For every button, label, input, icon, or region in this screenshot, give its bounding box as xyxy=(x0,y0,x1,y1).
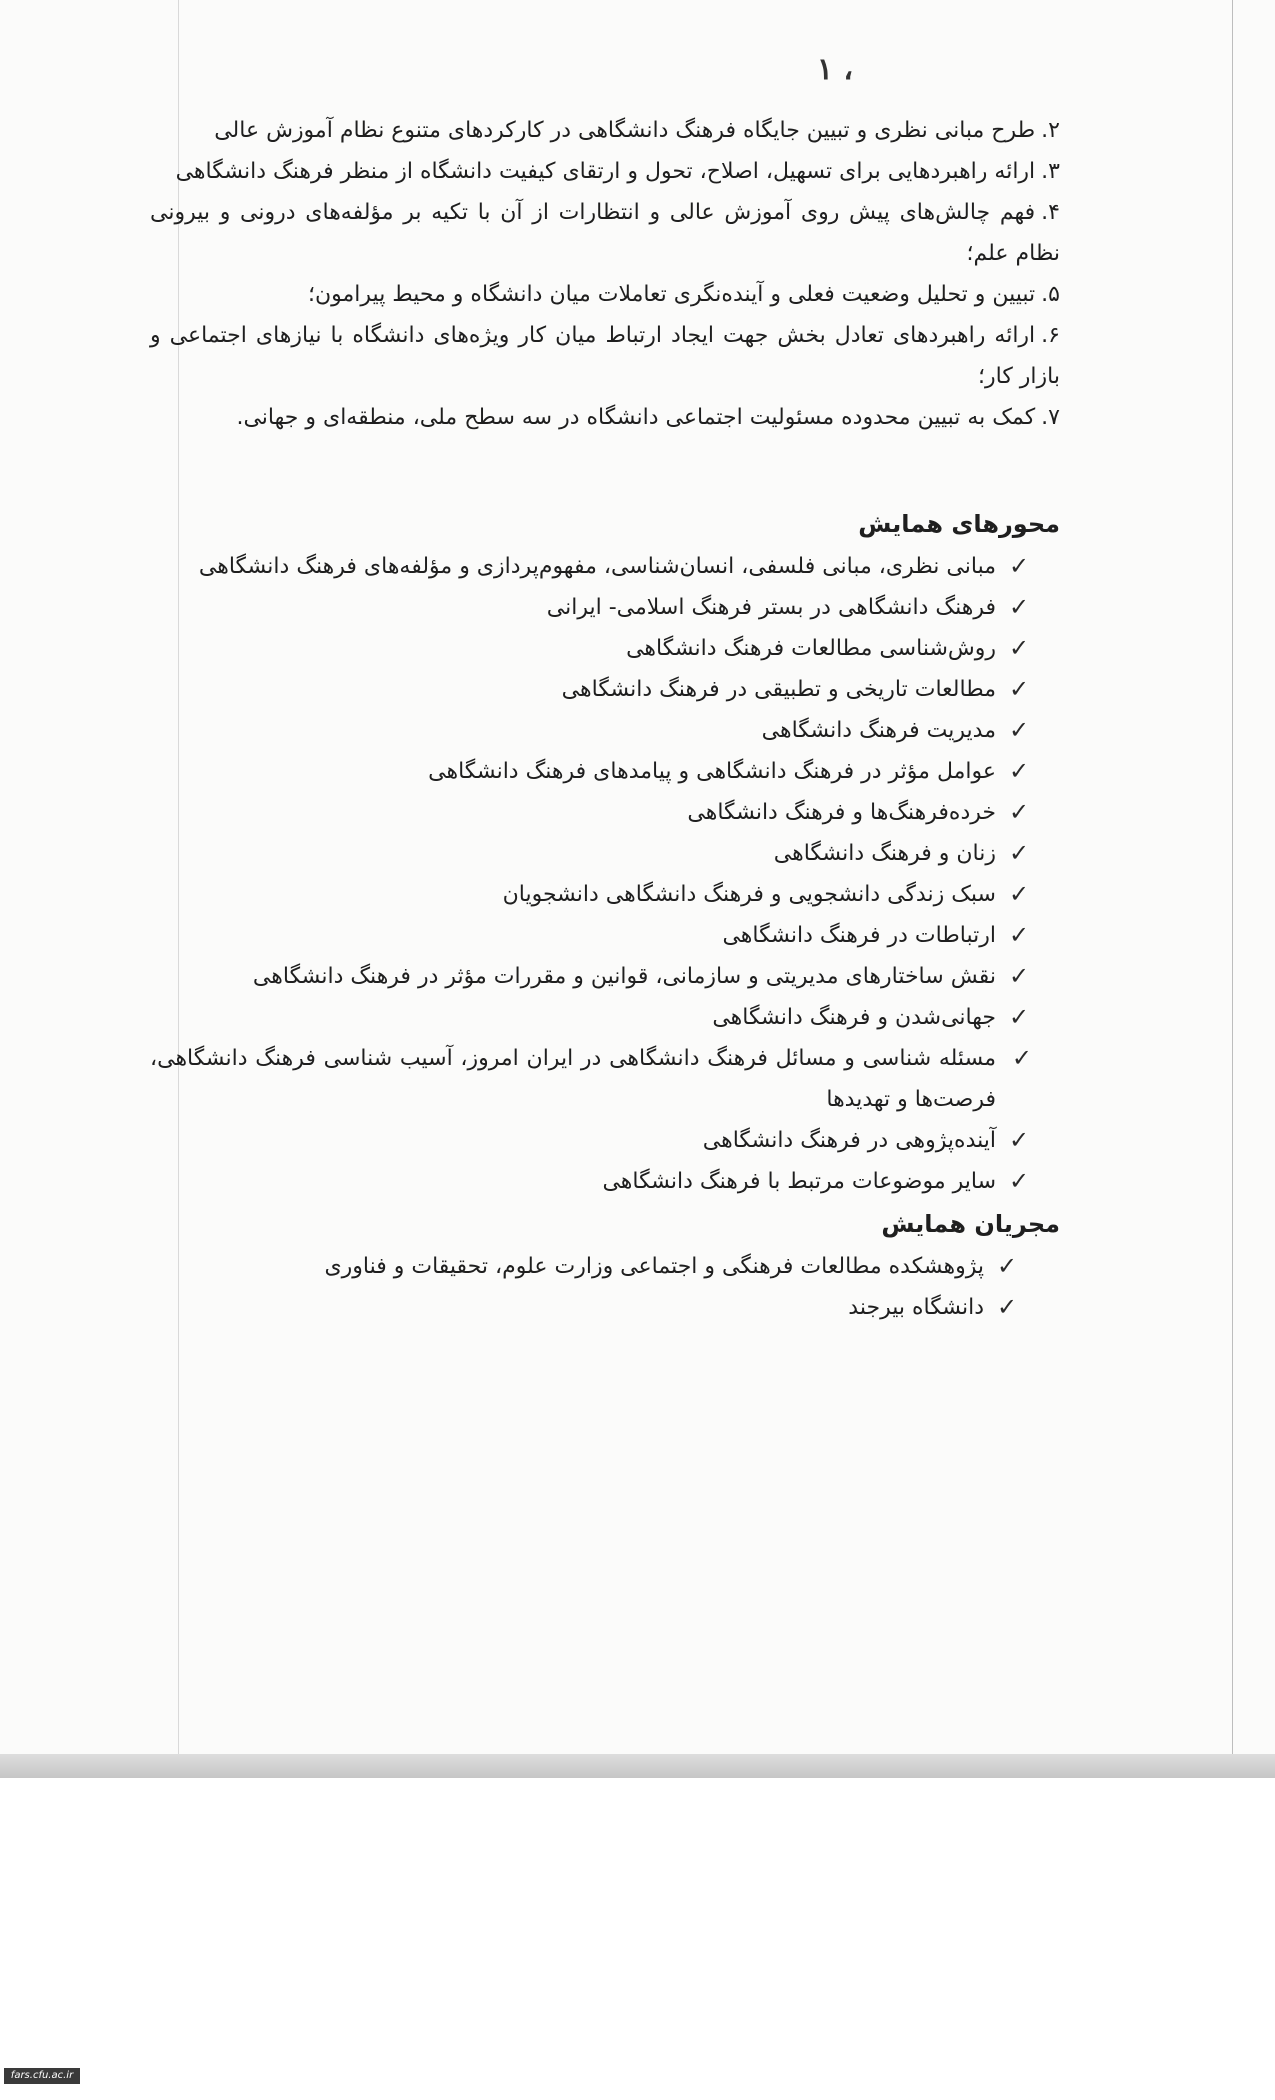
objective-text: فهم چالش‌های پیش روی آموزش عالی و انتظارات از آن با تکیه بر مؤلفه‌های درونی و بیرونی نظام علم؛ xyxy=(150,200,1060,266)
axis-text: مسئله شناسی و مسائل فرهنگ دانشگاهی در ایران امروز، آسیب شناسی فرهنگ دانشگاهی، فرصت‌ها و تهدیدها xyxy=(150,1046,996,1112)
axis-item xyxy=(150,710,1032,751)
checkmark-icon: ✓ xyxy=(1008,552,1030,580)
axis-text: آینده‌پژوهی در فرهنگ دانشگاهی xyxy=(702,1128,996,1153)
page-number: ۱ ، xyxy=(816,52,854,87)
axis-item xyxy=(150,915,1032,956)
checkmark-icon: ✓ xyxy=(1008,880,1030,908)
axis-item xyxy=(150,1161,1032,1202)
axis-text: زنان و فرهنگ دانشگاهی xyxy=(773,841,996,866)
axis-item xyxy=(150,792,1032,833)
axis-text: مبانی نظری، مبانی فلسفی، انسان‌شناسی، مفهوم‌پردازی و مؤلفه‌های فرهنگ دانشگاهی xyxy=(198,554,996,579)
axis-item xyxy=(150,956,1032,997)
objective-text: ارائه راهبردهایی برای تسهیل، اصلاح، تحول و ارتقای کیفیت دانشگاه از منظر فرهنگ دانشگاهی xyxy=(175,159,1036,184)
axis-item xyxy=(150,669,1032,710)
axis-item xyxy=(150,833,1032,874)
checkmark-icon: ✓ xyxy=(1008,593,1030,621)
checkmark-icon: ✓ xyxy=(1008,839,1030,867)
objective-number: ۷. xyxy=(1041,405,1060,430)
objective-number: ۳. xyxy=(1041,159,1060,184)
axis-item xyxy=(150,1038,1032,1120)
axis-item xyxy=(150,587,1032,628)
site-watermark-badge: fars.cfu.ac.ir xyxy=(4,2068,80,2084)
paper-edge xyxy=(1232,0,1233,1778)
axis-text: سایر موضوعات مرتبط با فرهنگ دانشگاهی xyxy=(602,1169,996,1194)
checkmark-icon: ✓ xyxy=(1008,634,1030,662)
checkmark-icon: ✓ xyxy=(1008,1167,1030,1195)
objective-number: ۴. xyxy=(1041,200,1060,225)
checkmark-icon: ✓ xyxy=(996,1293,1018,1321)
axis-text: سبک زندگی دانشجویی و فرهنگ دانشگاهی دانشجویان xyxy=(502,882,996,907)
axis-item xyxy=(150,874,1032,915)
checkmark-icon: ✓ xyxy=(1008,675,1030,703)
objective-item xyxy=(150,110,1060,151)
checkmark-icon: ✓ xyxy=(1008,962,1030,990)
axis-text: روش‌شناسی مطالعات فرهنگ دانشگاهی xyxy=(626,636,996,661)
axis-item xyxy=(150,1120,1032,1161)
organizer-item xyxy=(150,1287,1020,1328)
axis-item xyxy=(150,546,1032,587)
objective-item xyxy=(150,315,1060,397)
organizer-text: دانشگاه بیرجند xyxy=(848,1295,984,1320)
checkmark-icon: ✓ xyxy=(1008,1126,1030,1154)
organizers-list xyxy=(150,1246,1060,1328)
objective-number: ۵. xyxy=(1041,282,1060,307)
axis-text: عوامل مؤثر در فرهنگ دانشگاهی و پیامدهای فرهنگ دانشگاهی xyxy=(428,759,996,784)
axis-item xyxy=(150,628,1032,669)
organizer-item xyxy=(150,1246,1020,1287)
axis-item xyxy=(150,997,1032,1038)
objective-number: ۶. xyxy=(1041,323,1060,348)
axis-text: ارتباطات در فرهنگ دانشگاهی xyxy=(722,923,996,948)
axis-item xyxy=(150,751,1032,792)
objective-text: کمک به تبیین محدوده مسئولیت اجتماعی دانشگاه در سه سطح ملی، منطقه‌ای و جهانی. xyxy=(236,405,1036,430)
axis-text: مدیریت فرهنگ دانشگاهی xyxy=(761,718,996,743)
axis-text: مطالعات تاریخی و تطبیقی در فرهنگ دانشگاهی xyxy=(561,677,996,702)
objective-item xyxy=(150,274,1060,315)
objective-text: ارائه راهبردهای تعادل بخش جهت ایجاد ارتباط میان کار ویژه‌های دانشگاه با نیازهای اجتماعی و بازار کار؛ xyxy=(150,323,1060,389)
objective-item xyxy=(150,192,1060,274)
checkmark-icon: ✓ xyxy=(1008,757,1030,785)
objective-item xyxy=(150,151,1060,192)
axis-text: خرده‌فرهنگ‌ها و فرهنگ دانشگاهی xyxy=(687,800,996,825)
objective-number: ۲. xyxy=(1041,118,1060,143)
axis-text: فرهنگ دانشگاهی در بستر فرهنگ اسلامی- ایرانی xyxy=(546,595,996,620)
axis-text: نقش ساختارهای مدیریتی و سازمانی، قوانین و مقررات مؤثر در فرهنگ دانشگاهی xyxy=(252,964,996,989)
checkmark-icon: ✓ xyxy=(1008,1003,1030,1031)
organizers-heading: مجریان همایش xyxy=(881,1210,1060,1238)
document-body xyxy=(150,110,1060,1328)
objective-text: تبیین و تحلیل وضعیت فعلی و آینده‌نگری تعاملات میان دانشگاه و محیط پیرامون؛ xyxy=(308,282,1036,307)
axes-heading: محورهای همایش xyxy=(858,510,1060,538)
checkmark-icon: ✓ xyxy=(1008,798,1030,826)
objective-item xyxy=(150,397,1060,438)
organizer-text: پژوهشکده مطالعات فرهنگی و اجتماعی وزارت علوم، تحقیقات و فناوری xyxy=(324,1254,984,1279)
checkmark-icon: ✓ xyxy=(1008,921,1030,949)
axis-text: جهانی‌شدن و فرهنگ دانشگاهی xyxy=(712,1005,996,1030)
checkmark-icon: ✓ xyxy=(1008,716,1030,744)
scan-bottom-edge xyxy=(0,1754,1275,1778)
checkmark-icon: ✓ xyxy=(1011,1044,1032,1072)
axes-list xyxy=(150,546,1060,1202)
objective-text: طرح مبانی نظری و تبیین جایگاه فرهنگ دانشگاهی در کارکردهای متنوع نظام آموزش عالی xyxy=(214,118,1036,143)
checkmark-icon: ✓ xyxy=(996,1252,1018,1280)
